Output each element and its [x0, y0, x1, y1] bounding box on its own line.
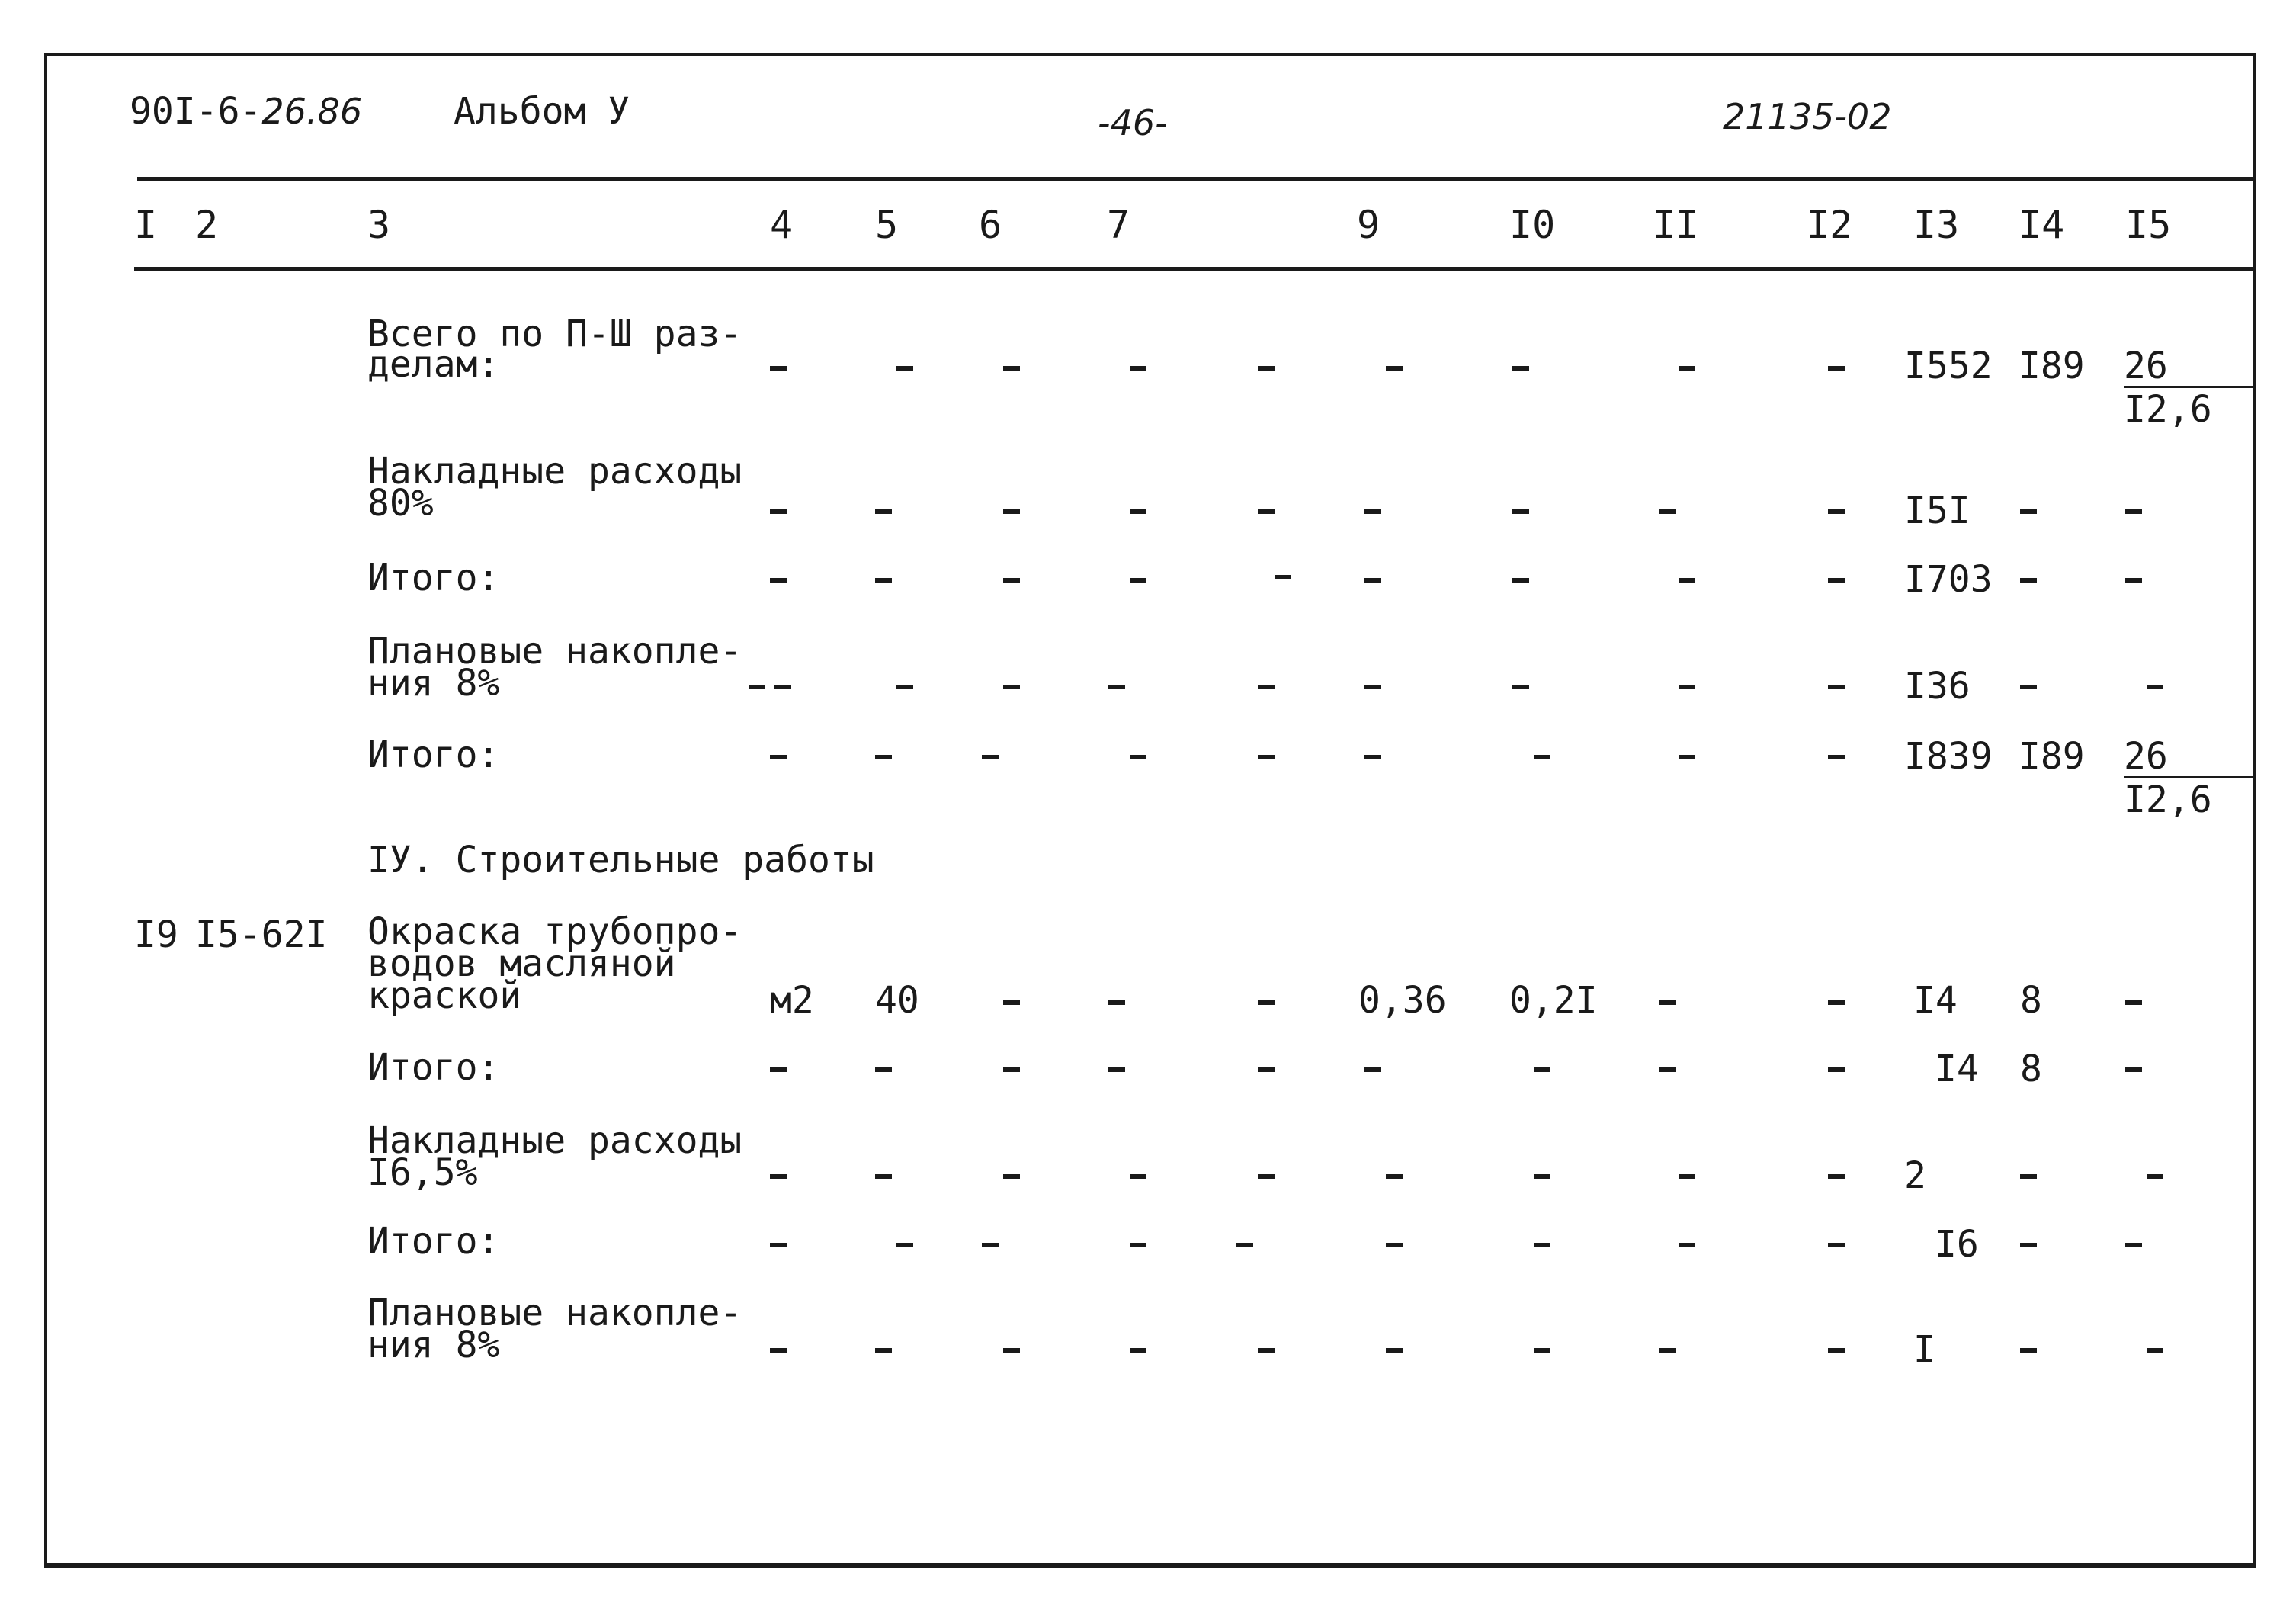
row-label: Итого: [367, 1046, 500, 1089]
dash [2020, 1243, 2037, 1247]
dash [1534, 1174, 1550, 1179]
dash [2020, 509, 2037, 514]
row-label: Итого: [367, 733, 500, 776]
col-header-7: 7 [1107, 203, 1130, 247]
dash [1679, 1243, 1695, 1247]
dash [1512, 685, 1529, 689]
cell-col13: I5I [1904, 490, 1971, 532]
dash [2147, 1348, 2163, 1353]
fraction-col15 [2124, 735, 2253, 821]
cell-col13: I552 [1904, 345, 1993, 387]
dash [875, 1174, 892, 1179]
dash [1534, 1348, 1550, 1353]
dash [770, 1174, 787, 1179]
dash [1130, 578, 1146, 583]
dash [1364, 509, 1381, 514]
dash [2125, 1000, 2142, 1005]
cell-col13: I4 [1935, 1048, 1979, 1090]
dash [1679, 366, 1695, 371]
dash [1258, 1067, 1275, 1072]
column-header-rule [134, 267, 2256, 271]
dash [1386, 1174, 1403, 1179]
dash [1364, 755, 1381, 759]
row-label-line2: ния 8% [367, 662, 500, 705]
col-header-15: I5 [2125, 203, 2172, 247]
dash [1828, 685, 1845, 689]
dash [1828, 1348, 1845, 1353]
dash [770, 578, 787, 583]
dash [1108, 1000, 1125, 1005]
header-rule [137, 177, 2256, 181]
col-header-6: 6 [979, 203, 1002, 247]
doc-code: 90I-6-26.86 [130, 90, 363, 133]
row-label-line1: Плановые накопле- [367, 630, 742, 672]
dash [1386, 1243, 1403, 1247]
dash [2125, 1067, 2142, 1072]
dash [1003, 578, 1020, 583]
dash [1003, 1067, 1020, 1072]
dash [875, 1348, 892, 1353]
doc-code-handwritten: 26.86 [261, 91, 363, 132]
row-label-line2: делам: [367, 343, 500, 386]
dash [1828, 509, 1845, 514]
row-label-line2: I6,5% [367, 1151, 478, 1194]
dash [1258, 1000, 1275, 1005]
item-code: I5-62I [195, 913, 328, 956]
dash [2147, 1174, 2163, 1179]
cell-col13: I839 [1904, 735, 1993, 778]
dash [1364, 1067, 1381, 1072]
dash [1386, 366, 1403, 371]
dash [770, 1067, 787, 1072]
dash [770, 509, 787, 514]
row-label-line2: водов масляной [367, 942, 676, 985]
page-number: -46- [1098, 102, 1168, 143]
dash [2125, 578, 2142, 583]
dash [1659, 1348, 1676, 1353]
row-label-line2: 80% [367, 482, 434, 525]
col-header-4: 4 [770, 203, 794, 247]
dash [1828, 1243, 1845, 1247]
dash [1828, 578, 1845, 583]
dash [896, 685, 913, 689]
section-title: IУ. Строительные работы [367, 839, 874, 881]
dash [1828, 1174, 1845, 1179]
cell-col13: I4 [1913, 979, 1958, 1022]
dash [1534, 1067, 1550, 1072]
row-label-line1: Плановые накопле- [367, 1292, 742, 1334]
dash [875, 578, 892, 583]
col-header-13: I3 [1913, 203, 1960, 247]
row-label: Итого: [367, 1220, 500, 1263]
dash [1828, 755, 1845, 759]
dash [1258, 366, 1275, 371]
cell-col13: I6 [1935, 1223, 1979, 1266]
dash [1659, 1067, 1676, 1072]
row-label-line3: краской [367, 974, 522, 1017]
project-number: 21135-02 [1723, 96, 1892, 137]
cell-col13: I703 [1904, 558, 1993, 601]
dash [1258, 1348, 1275, 1353]
col-header-5: 5 [875, 203, 899, 247]
dash [749, 685, 765, 689]
dash [1386, 1348, 1403, 1353]
dash [770, 755, 787, 759]
dash [1679, 685, 1695, 689]
dash [1003, 1000, 1020, 1005]
dash [1130, 755, 1146, 759]
dash [1512, 509, 1529, 514]
dash [1258, 755, 1275, 759]
dash [896, 1243, 913, 1247]
dash [1003, 1174, 1020, 1179]
dash [1258, 509, 1275, 514]
cell-col9: 0,36 [1358, 979, 1447, 1022]
dash [875, 509, 892, 514]
dash [1108, 1067, 1125, 1072]
col-header-10: I0 [1509, 203, 1556, 247]
dash [1003, 509, 1020, 514]
dash [1130, 366, 1146, 371]
album-label: Альбом У [454, 90, 630, 133]
col-header-2: 2 [195, 203, 219, 247]
cell-col13: I [1913, 1328, 1935, 1371]
dash [1003, 685, 1020, 689]
dash [1275, 575, 1291, 579]
fraction-denominator: I2,6 [2124, 778, 2212, 821]
dash [1512, 578, 1529, 583]
dash [875, 755, 892, 759]
dash [1364, 578, 1381, 583]
dash [1828, 1000, 1845, 1005]
dash [896, 366, 913, 371]
dash [770, 1243, 787, 1247]
dash [1512, 366, 1529, 371]
dash [1828, 366, 1845, 371]
col-header-11: II [1653, 203, 1699, 247]
dash [1258, 685, 1275, 689]
dash [2125, 509, 2142, 514]
cell-col13: 2 [1904, 1154, 1926, 1197]
dash [1679, 1174, 1695, 1179]
dash [1534, 755, 1550, 759]
dash [1364, 685, 1381, 689]
dash [1130, 1243, 1146, 1247]
dash [1130, 1348, 1146, 1353]
dash [770, 1348, 787, 1353]
col-header-12: I2 [1807, 203, 1853, 247]
col-header-14: I4 [2019, 203, 2065, 247]
dash [1130, 509, 1146, 514]
fraction-numerator: 26 [2124, 345, 2168, 387]
dash [2020, 578, 2037, 583]
cell-col14: 8 [2020, 1048, 2042, 1090]
cell-col10: 0,2I [1509, 979, 1598, 1022]
fraction-denominator: I2,6 [2124, 388, 2212, 431]
dash [982, 755, 999, 759]
item-number: I9 [134, 913, 178, 956]
cell-col4: м2 [770, 979, 814, 1022]
row-label: Итого: [367, 557, 500, 599]
dash [1659, 509, 1676, 514]
dash [982, 1243, 999, 1247]
dash [1003, 366, 1020, 371]
row-label-line2: ния 8% [367, 1324, 500, 1366]
dash [2020, 1348, 2037, 1353]
col-header-9: 9 [1357, 203, 1380, 247]
row-label-line1: Накладные расходы [367, 1119, 742, 1162]
dash [1130, 1174, 1146, 1179]
row-label-line1: Накладные расходы [367, 450, 742, 493]
col-header-1: I [134, 203, 158, 247]
col-header-3: 3 [367, 203, 391, 247]
cell-col5: 40 [875, 979, 919, 1022]
cell-col14: I89 [2019, 735, 2085, 778]
dash [1258, 1174, 1275, 1179]
fraction-numerator: 26 [2124, 735, 2168, 778]
row-label-line1: Всего по П-Ш раз- [367, 313, 742, 355]
dash [2147, 685, 2163, 689]
fraction-col15 [2124, 345, 2253, 431]
dash [1659, 1000, 1676, 1005]
row-label-line1: Окраска трубопро- [367, 910, 742, 953]
dash [1679, 755, 1695, 759]
dash [2020, 1174, 2037, 1179]
dash [2125, 1243, 2142, 1247]
cell-col14: I89 [2019, 345, 2085, 387]
cell-col13: I36 [1904, 665, 1971, 708]
dash [2020, 685, 2037, 689]
dash [770, 366, 787, 371]
dash [875, 1067, 892, 1072]
dash [1534, 1243, 1550, 1247]
dash [1108, 685, 1125, 689]
dash [1236, 1243, 1253, 1247]
cell-col14: 8 [2020, 979, 2042, 1022]
dash [774, 685, 791, 689]
dash [1679, 578, 1695, 583]
dash [1828, 1067, 1845, 1072]
dash [1003, 1348, 1020, 1353]
